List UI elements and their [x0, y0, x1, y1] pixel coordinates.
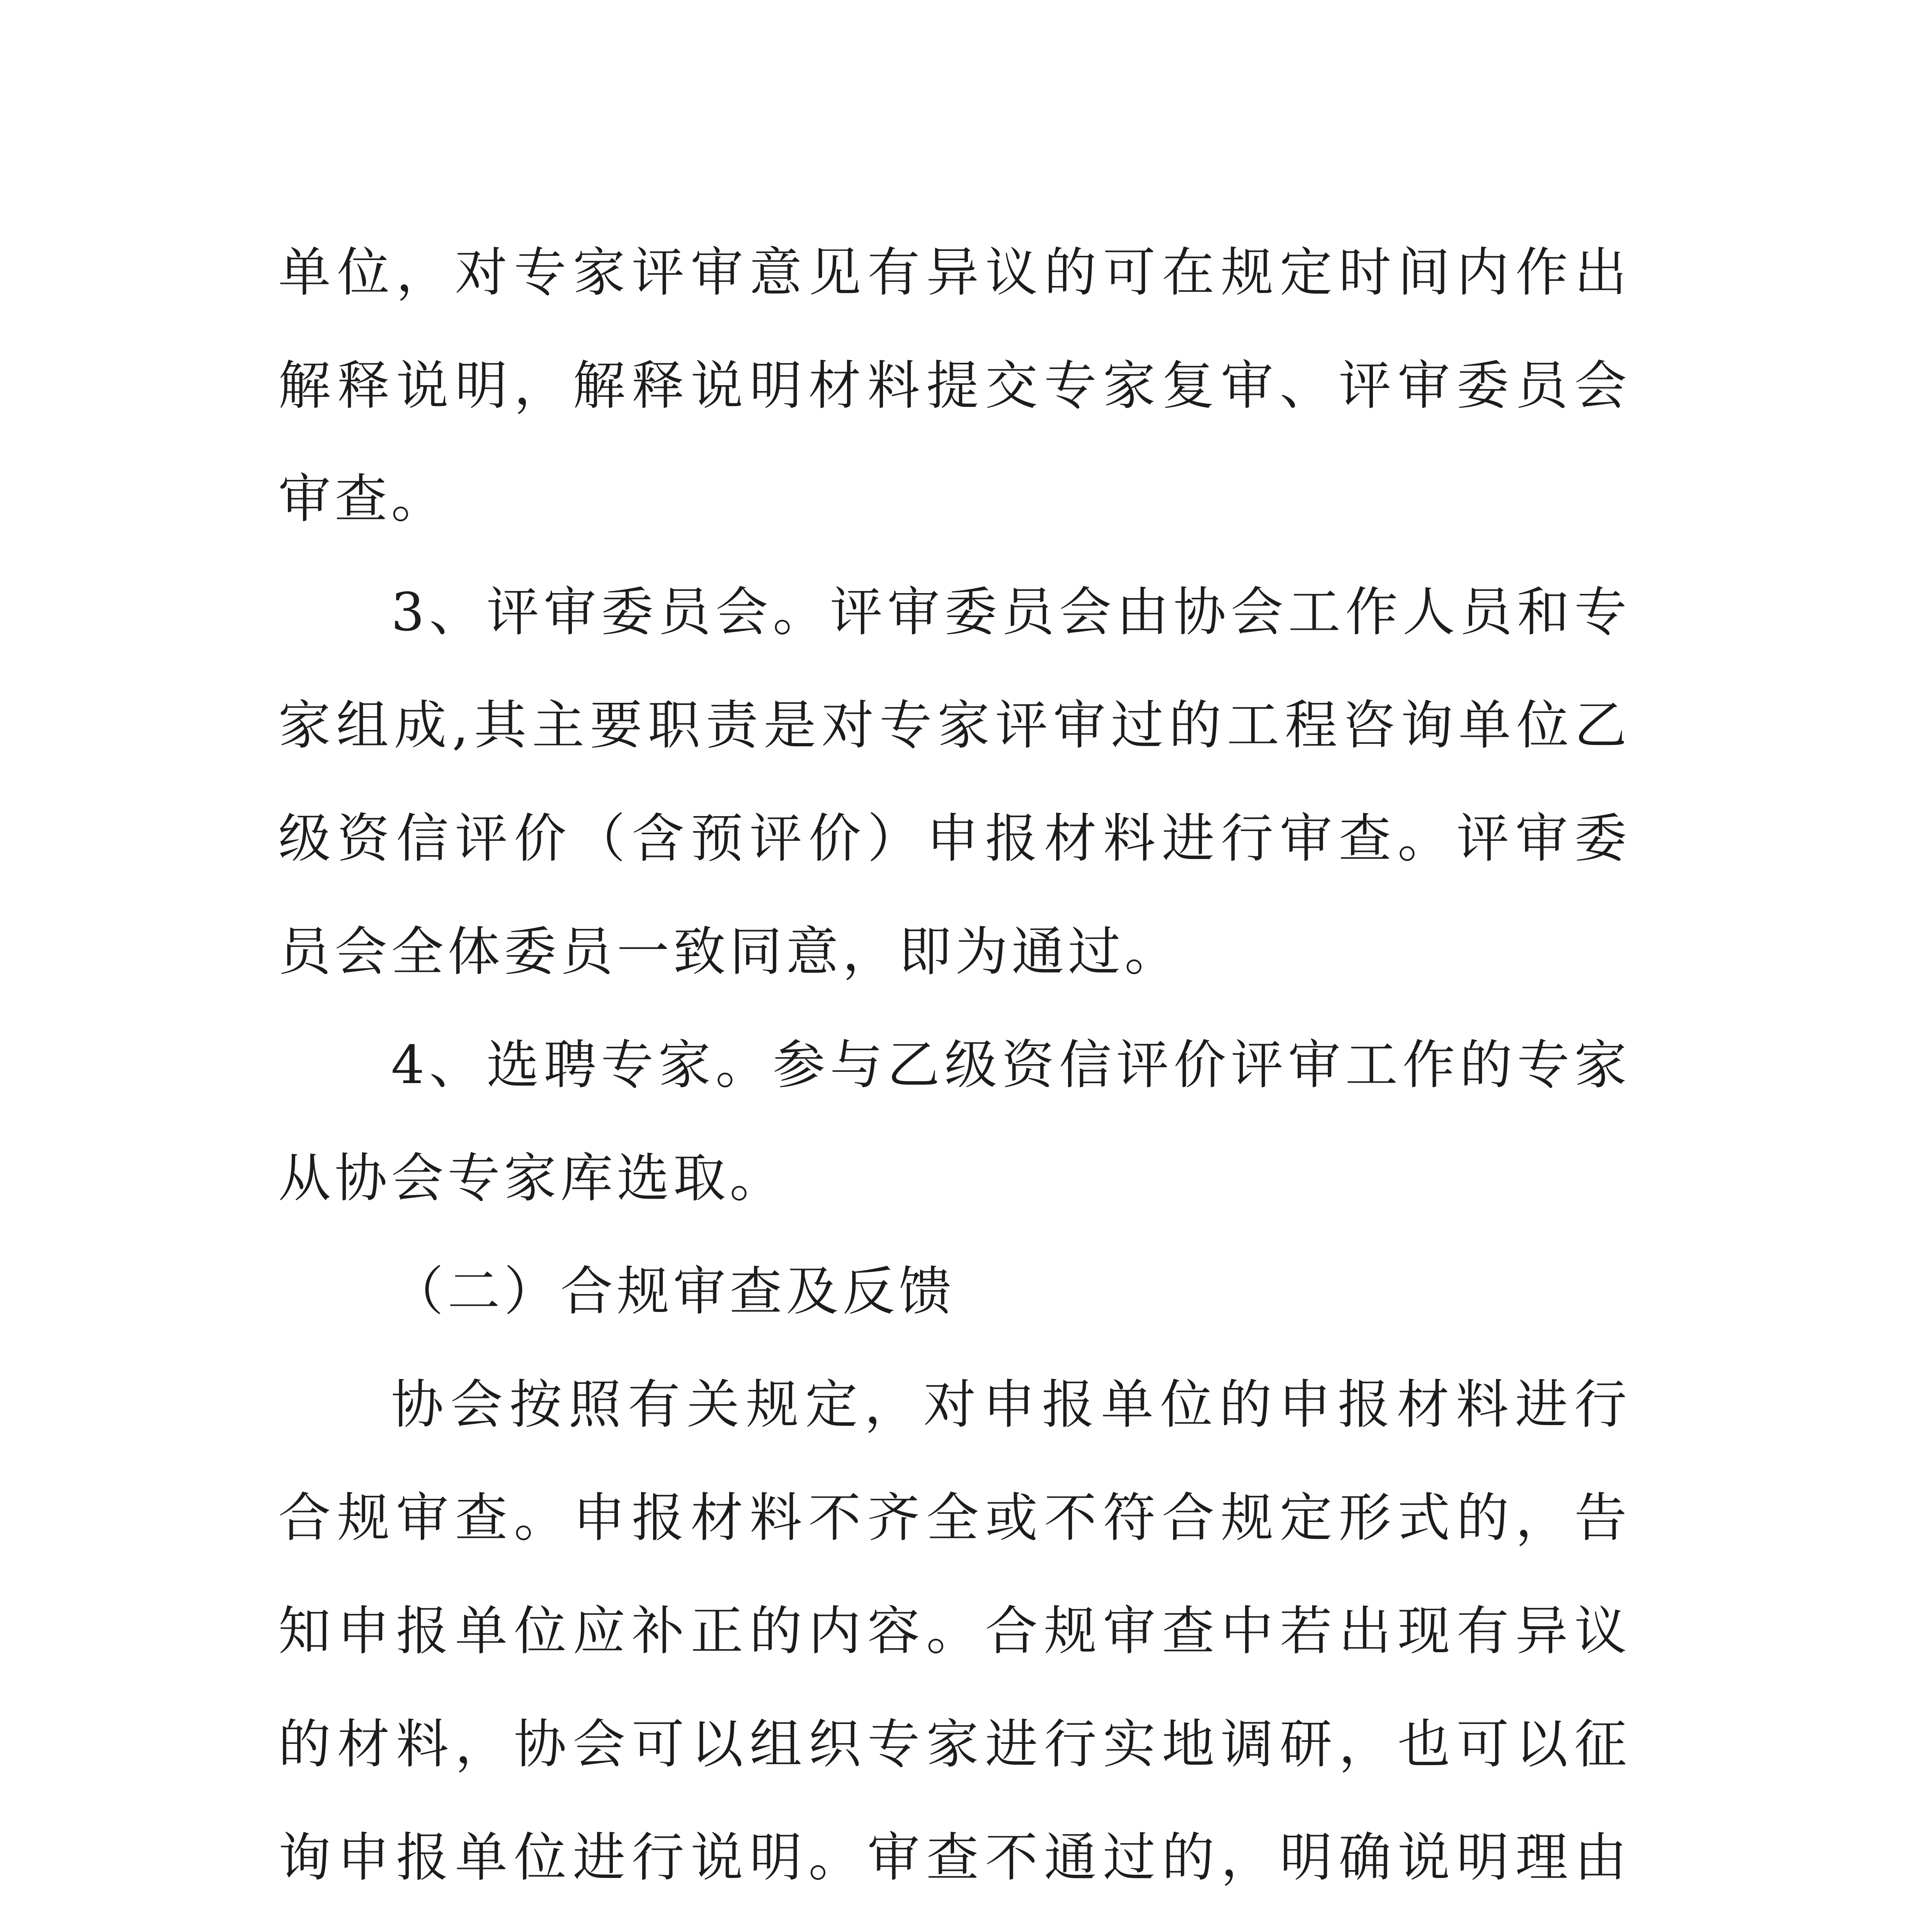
paragraph-compliance-review: 协会按照有关规定，对申报单位的申报材料进行合规审查。申报材料不齐全或不符合规定形式的，告知申报单位应补正的内容。合规审查中若出现有异议的材料，协会可以组织专家进行实地调研，也可以征询申报单位进行说明。审查不通过的，明确说明理由 — [278, 1374, 1631, 1888]
document-body — [278, 216, 1631, 1932]
paragraph-select-experts: 4、选聘专家。参与乙级资信评价评审工作的专家从协会专家库选取。 — [278, 1035, 1631, 1209]
paragraph-continuation: 单位，对专家评审意见有异议的可在规定时间内作出解释说明，解释说明材料提交专家复审、评审委员会审查。 — [278, 242, 1631, 530]
section-heading-compliance-review: （二）合规审查及反馈 — [391, 1261, 955, 1322]
paragraph-review-committee: 3、评审委员会。评审委员会由协会工作人员和专家组成,其主要职责是对专家评审过的工程咨询单位乙级资信评价（含预评价）申报材料进行审查。评审委员会全体委员一致同意，即为通过。 — [278, 582, 1631, 983]
